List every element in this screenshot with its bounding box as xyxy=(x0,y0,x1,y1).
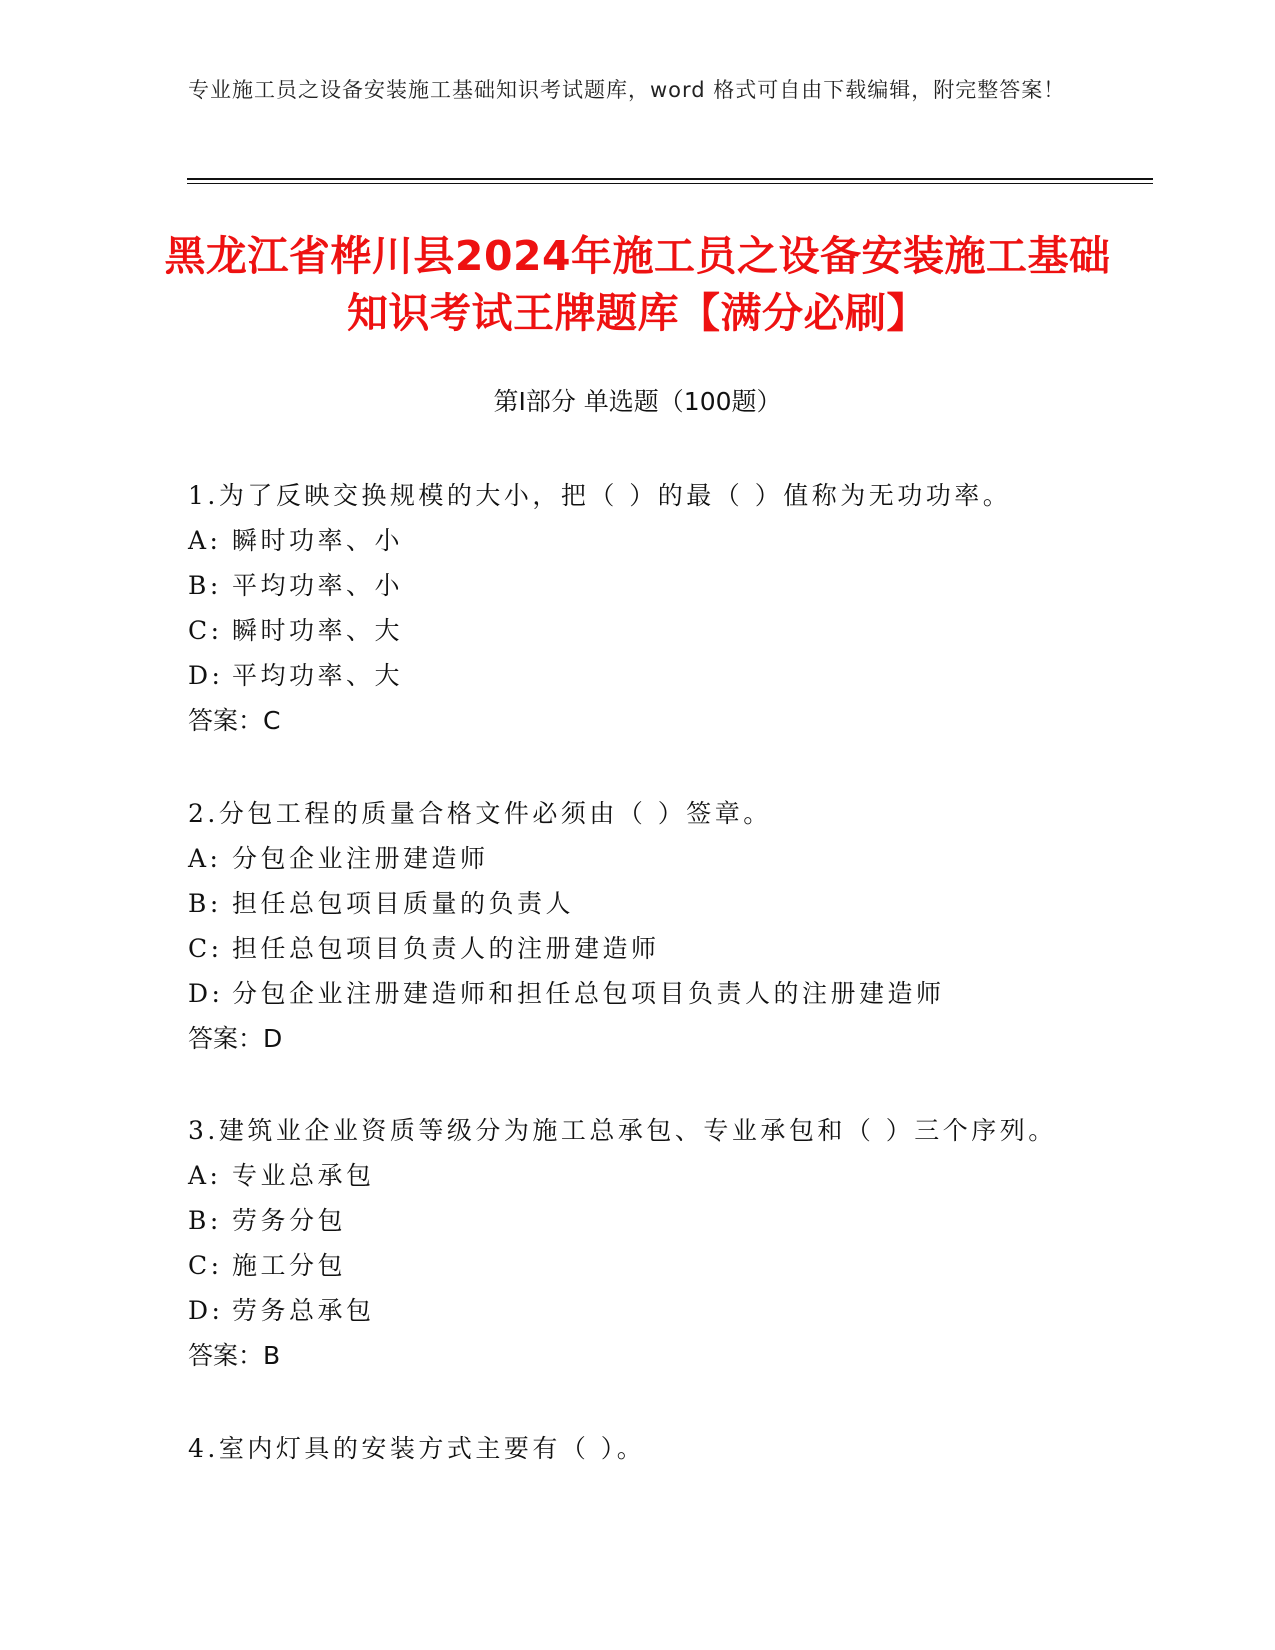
option-text: 瞬时功率、大 xyxy=(232,616,404,645)
option-a xyxy=(188,518,1168,563)
option-text: 担任总包项目负责人的注册建造师 xyxy=(232,934,660,963)
option-text: 担任总包项目质量的负责人 xyxy=(232,889,575,918)
option-text: 分包企业注册建造师和担任总包项目负责人的注册建造师 xyxy=(232,979,945,1008)
option-text: 劳务分包 xyxy=(232,1206,347,1235)
option-text: 专业总承包 xyxy=(232,1161,375,1190)
option-c xyxy=(188,608,1168,653)
option-letter: D: xyxy=(188,1296,224,1325)
option-text: 平均功率、大 xyxy=(232,661,404,690)
header-divider-bottom xyxy=(187,183,1153,184)
option-d xyxy=(188,1288,1168,1333)
option-letter: B: xyxy=(188,1206,222,1235)
option-text: 瞬时功率、小 xyxy=(232,526,404,555)
question-3 xyxy=(188,1108,1168,1378)
option-letter: C: xyxy=(188,616,223,645)
option-letter: A: xyxy=(188,844,222,873)
option-text: 分包企业注册建造师 xyxy=(232,844,489,873)
question-4 xyxy=(188,1426,1168,1471)
option-a xyxy=(188,1153,1168,1198)
option-c xyxy=(188,1243,1168,1288)
question-stem: 1.为了反映交换规模的大小，把（ ）的最（ ）值称为无功功率。 xyxy=(188,481,1012,510)
option-d xyxy=(188,971,1168,1016)
option-letter: A: xyxy=(188,1161,222,1190)
question-2 xyxy=(188,791,1168,1061)
header-divider-top xyxy=(187,178,1153,180)
option-letter: D: xyxy=(188,661,224,690)
question-stem: 4.室内灯具的安装方式主要有（ ）。 xyxy=(188,1434,646,1463)
option-letter: C: xyxy=(188,1251,223,1280)
option-text: 平均功率、小 xyxy=(232,571,404,600)
option-a xyxy=(188,836,1168,881)
option-letter: B: xyxy=(188,571,222,600)
option-b xyxy=(188,563,1168,608)
option-d xyxy=(188,653,1168,698)
option-letter: C: xyxy=(188,934,223,963)
answer-line: 答案：C xyxy=(188,706,281,735)
question-stem: 2.分包工程的质量合格文件必须由（ ）签章。 xyxy=(188,799,772,828)
option-letter: B: xyxy=(188,889,222,918)
option-letter: D: xyxy=(188,979,224,1008)
option-text: 劳务总承包 xyxy=(232,1296,375,1325)
question-stem: 3.建筑业企业资质等级分为施工总承包、专业承包和（ ）三个序列。 xyxy=(188,1116,1057,1145)
option-c xyxy=(188,926,1168,971)
option-text: 施工分包 xyxy=(232,1251,347,1280)
answer-line: 答案：D xyxy=(188,1024,283,1053)
option-b xyxy=(188,881,1168,926)
answer-line: 答案：B xyxy=(188,1341,281,1370)
option-b xyxy=(188,1198,1168,1243)
header-note: 专业施工员之设备安装施工基础知识考试题库，word 格式可自由下载编辑，附完整答案！ xyxy=(188,78,1066,102)
question-1 xyxy=(188,473,1168,743)
section-heading: 第I部分 单选题（100题） xyxy=(493,387,782,416)
document-title: 黑龙江省桦川县2024年施工员之设备安装施工基础知识考试王牌题库【满分必刷】 xyxy=(164,232,1111,337)
option-letter: A: xyxy=(188,526,222,555)
